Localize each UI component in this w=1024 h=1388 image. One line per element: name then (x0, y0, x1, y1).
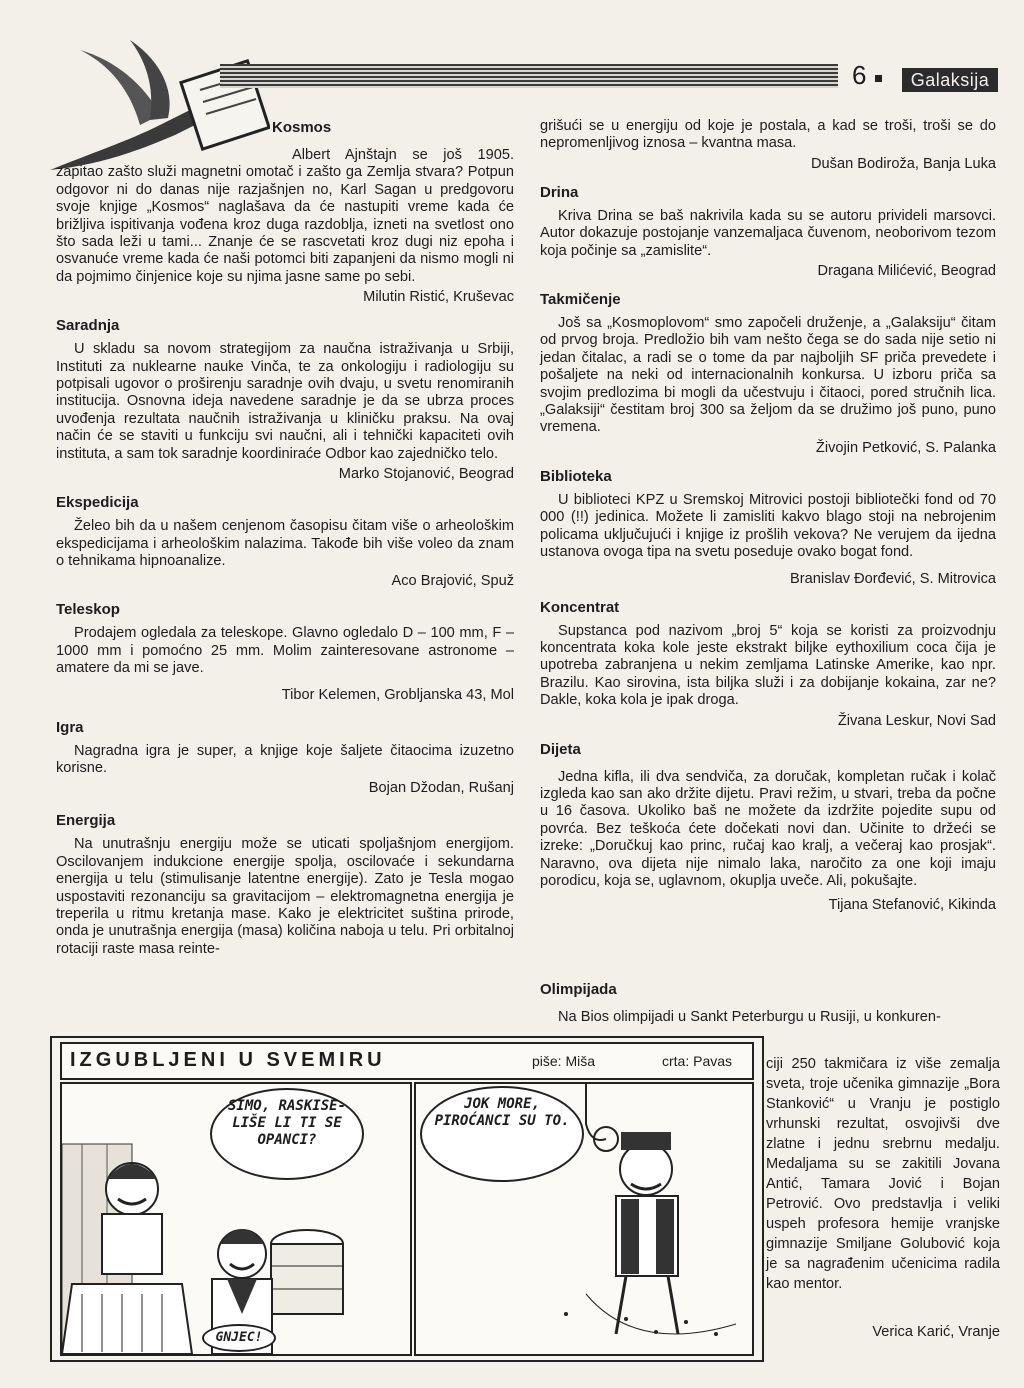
article-body: U biblioteci KPZ u Sremskoj Mitrovici postoji bibliotečki fond od 70 000 (!!) jedinica. Možete li zamisliti kakvo blago stoji na nebrojenim policama uključujući i knjige iz prošlih vekova? Ne verujem da ijedna ustanova ovoga tipa na svetu poseduje ovako bogat fond. (540, 491, 996, 561)
article-title: Biblioteka (540, 467, 612, 485)
comic-header (60, 1042, 754, 1080)
article-author: Tibor Kelemen, Grobljanska 43, Mol (281, 686, 514, 703)
article-author: Tijana Stefanović, Kikinda (828, 897, 996, 914)
header-rule (220, 64, 838, 88)
article-title: Drina (540, 183, 579, 201)
article-kosmos (56, 118, 514, 137)
article-title: Saradnja (56, 317, 120, 335)
article-title: Koncentrat (540, 598, 620, 616)
comic-strip (50, 1036, 764, 1362)
article-dijeta (540, 740, 996, 915)
article-saradnja (56, 316, 514, 483)
comic-title: IZGUBLJENI U SVEMIRU (70, 1049, 386, 1071)
article-title: Kosmos (272, 119, 332, 136)
article-lead: Na Bios olimpijadi u Sankt Peterburgu u Rusiji, u konkuren- (558, 1009, 941, 1025)
comic-artist: crta: Pavas (662, 1053, 733, 1069)
olimpijada-author: Verica Karić, Vranje (872, 1324, 1000, 1340)
article-author: Aco Brajović, Spuž (391, 573, 514, 590)
article-title: Takmičenje (540, 291, 621, 309)
page-number: 6 (852, 60, 867, 90)
sound-effect-balloon: GNJEC! (202, 1324, 276, 1352)
article-body: Na unutrašnju energiju može se uticati spoljašnjom energijom. Oscilovanjem indukcione energije spolja, oscilovaće i sekundarna energija u telu (stimulisanje latentne energije). Zato je Tesla mogao uspostaviti rezonanciju sa gravitacijom – elektromagnetna energija je treperila u ritmu kretanja mase. Kako je elektricitet suština prirode, onda je unutrašnja energija (masa) količina naboja u telu. Pri orbitalnoj rotaciji raste masa reinte- (56, 836, 514, 957)
speech-balloon-2: JOK MORE, PIROĆANCI SU TO. (420, 1086, 584, 1182)
article-title: Igra (56, 718, 84, 736)
article-olimpijada (540, 980, 996, 1026)
article-body: Nagradna igra je super, a knjige koje šaljete čitaocima izuzetno korisne. (56, 742, 514, 776)
article-title: Energija (56, 812, 116, 830)
comic-panel-2 (414, 1082, 754, 1356)
article-body: Još sa „Kosmoplovom“ smo započeli druženje, a „Galaksiju“ čitam od prvog broja. Predložio bih vam nešto čega se do sada nije setio ni jedan čitalac, a radi se o tome da par najboljih SF priča prevedete i pošaljete na neki od internacionalnih konkursa. U izboru priča sa svojim predlozima bi mogli da učestvuju i čitaoci, pored stručnih lica. „Galaksiji“ čestitam broj 300 sa željom da se družimo još puno, puno vremena. (540, 315, 996, 436)
article-body: grišući se u energiju od koje je postala, a kad se troši, troši se do nepromenljivog iznosa – kvantna masa. (540, 118, 996, 152)
article-biblioteka (540, 467, 996, 588)
article-drina (540, 183, 996, 280)
article-title: Ekspedicija (56, 494, 139, 512)
article-takmicenje (540, 290, 996, 457)
article-body: U skladu sa novom strategijom za naučna istraživanja u Srbiji, Instituti za nuklearne nauke Vinča, te za onkologiju i radiologiju su potpisali ugovor o proširenju saradnje ovih dvaju, u svetu renomiranih institucija. Osnovna ideja navedene saradnje je da se ubrza proces uvođenja rezultata naučnih istraživanja u kliničku praksu. Na ovaj način će se staviti u funkciju svi naučni, ali i tehnički kapaciteti ovih instituta, a sam tok saradnje koordiniraće Odbor kao zajedničko telo. (56, 341, 514, 462)
article-author: Živana Leskur, Novi Sad (837, 712, 996, 729)
article-title: Olimpijada (540, 981, 617, 998)
article-title: Teleskop (56, 601, 120, 619)
article-author: Marko Stojanović, Beograd (338, 466, 514, 483)
article-author: Dušan Bodiroža, Banja Luka (811, 155, 996, 172)
article-author: Živojin Petković, S. Palanka (815, 439, 996, 456)
article-body: Jedna kifla, ili dva sendviča, za doručak, kompletan ručak i kolač izgleda kao san ako držite dijetu. Pravi režim, u stvari, treba da počne u 16 časova. Ukoliko baš ne možete da izdržite pojedite supu od povrća. Bez teškoća ćete dočekati novi dan. Učinite to držeći se izreke: „Doručkuj kao princ, ručaj kao kralj, a večeraj kao prosjak“. Naravno, ova dijeta nije nimalo laka, naročito za one koji imaju porodicu, koja se, uglavnom, okuplja uveče. Ali, pokušajte. (540, 768, 996, 889)
comic-writer: piše: Miša (532, 1053, 596, 1069)
article-igra (56, 718, 514, 798)
article-body: Želeo bih da u našem cenjenom časopisu čitam više o arheološkim ekspedicijama i arheološkim nalazima. Takođe bih više voleo da znam o tehnikama hipnoanalize. (56, 518, 514, 569)
article-energija (56, 811, 514, 958)
article-ekspedicija (56, 493, 514, 590)
olimpijada-body: ciji 250 takmičara iz više zemalja sveta, troje učenika gimnazije „Bora Stanković“ u Vranju je postiglo vrhunski rezultat, osvojivši dve zlatne i jednu srebrnu medalju. Medaljama su se zakitili Jovana Antić, Tamara Jović i Bojan Petrović. Ovo predstavlja i veliki uspeh profesora hemije vranjske gimnazije Smiljane Golubović koja je sa nagrađenim učenicima radila kao mentor. (766, 1056, 1000, 1292)
left-column (56, 118, 514, 958)
article-body: Albert Ajnštajn se još 1905. zapitao zašto služi magnetni omotač i zašto ga Zemlja stvara? Potpun odgovor ni do danas nije razjašnjen no, Karl Sagan u predgovoru svoje knjige „Kosmos“ naglašava da će nastupiti vreme kada će brižljiva ispitivanja vođena kroz duga razdoblja, izneti na svetlost ono što sada leži u tami... Znanje će se rascvetati kroz dugi niz epoha i osvanuće vreme kada će naši potomci biti zapanjeni da nismo mogli ni da pojmimo činjenice koje su njima jasne same po sebi. (56, 147, 514, 285)
article-author: Dragana Milićević, Beograd (817, 263, 996, 280)
article-koncentrat (540, 598, 996, 730)
right-column (540, 118, 996, 914)
article-energija-continued (540, 118, 996, 173)
article-title: Dijeta (540, 740, 581, 758)
article-author: Bojan Džodan, Rušanj (368, 780, 514, 797)
article-body: Kriva Drina se baš nakrivila kada su se autoru privideli marsovci. Autor dokazuje postojanje vanzemaljaca čuvenom, neoborivom tezom koja počinje sa „zamislite“. (540, 207, 996, 259)
article-body: Supstanca pod nazivom „broj 5“ koja se koristi za proizvodnju koncentrata koka kole jeste ekstrakt biljke eythoxilium coca čija je upotreba zabranjena u nekim zemljama Latinske Amerike, kao npr. Brazilu. Kao sirovina, ista biljka služi i za dobijanje kokaina, zar ne? Dakle, koka kola je ipak droga. (540, 622, 996, 709)
article-teleskop (56, 600, 514, 703)
header-bullet (875, 75, 882, 82)
article-body: Prodajem ogledala za teleskope. Glavno ogledalo D – 100 mm, F – 1000 mm i pomoćno 25 mm. Molim zainteresovane astronome – amatere da mi se jave. (56, 625, 514, 677)
magazine-name-badge: Galaksija (902, 68, 998, 92)
comic-panel-1 (60, 1082, 412, 1356)
article-author: Branislav Đorđević, S. Mitrovica (790, 570, 996, 587)
speech-balloon-1: SIMO, RASKISE-LIŠE LI TI SE OPANCI? (210, 1088, 364, 1180)
article-author: Milutin Ristić, Kruševac (363, 289, 514, 306)
